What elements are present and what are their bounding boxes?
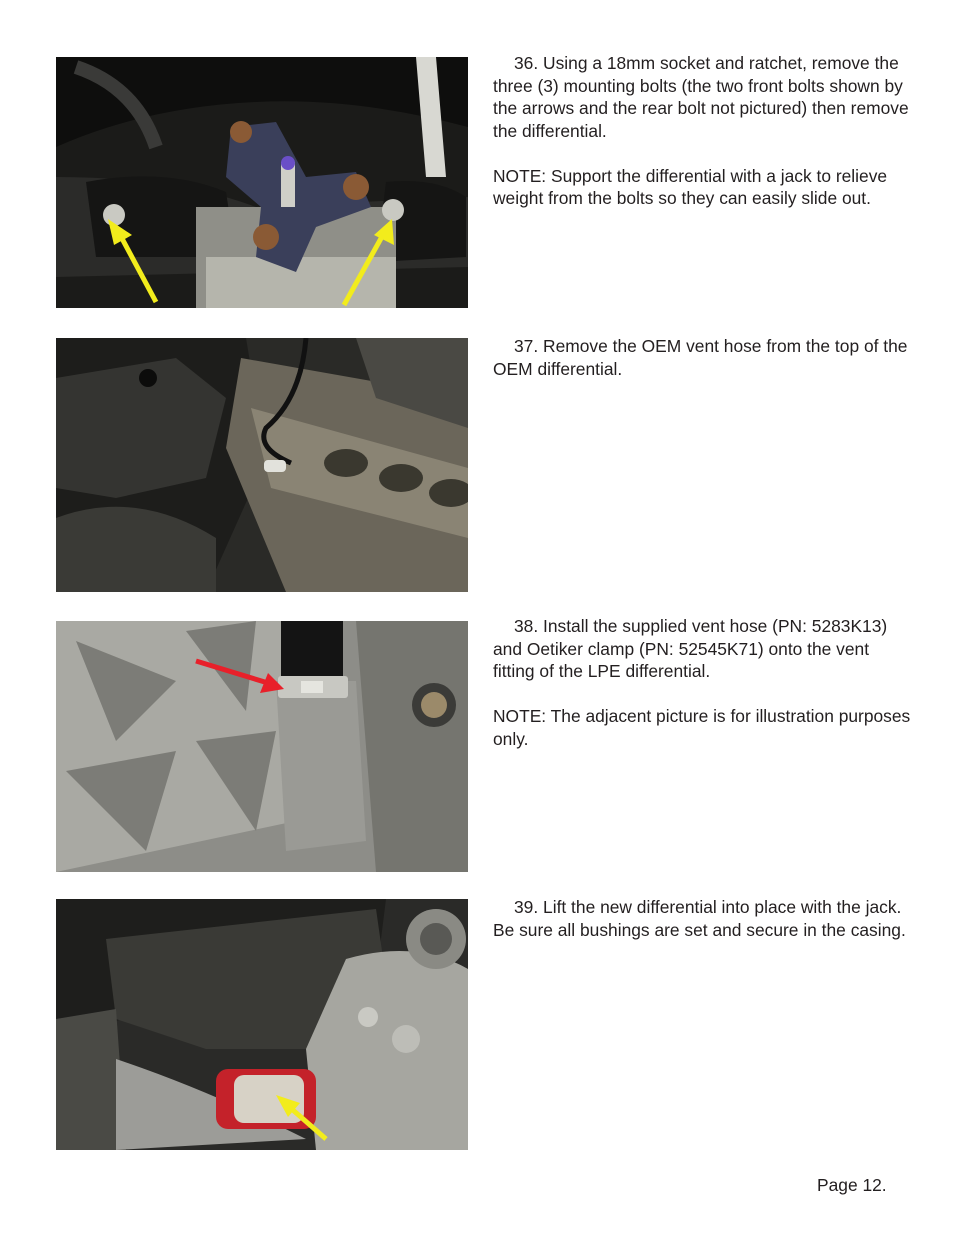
step-38-note: NOTE: The adjacent picture is for illustration purposes only. (493, 706, 911, 749)
step-38-text (493, 615, 913, 683)
step-36-text (493, 52, 913, 142)
photo-oem-vent-hose (56, 338, 468, 592)
step-39-number: 39. (514, 897, 539, 917)
step-38 (493, 615, 913, 773)
step-39-body: Lift the new differential into place with the jack. Be sure all bushings are set and secure in the casing. (493, 897, 906, 940)
step-39 (493, 896, 913, 964)
step-39-text (493, 896, 913, 941)
step-37 (493, 335, 913, 403)
photo-mounting-bolts (56, 57, 468, 308)
step-38-body: Install the supplied vent hose (PN: 5283K13) and Oetiker clamp (PN: 52545K71) onto the vent fitting of the LPE differential. (493, 616, 888, 681)
step-37-text (493, 335, 913, 380)
page-number: Page 12. (817, 1175, 887, 1195)
step-38-number: 38. (514, 616, 539, 636)
step-36-note: NOTE: Support the differential with a jack to relieve weight from the bolts so they can easily slide out. (493, 165, 888, 208)
step-37-body: Remove the OEM vent hose from the top of the OEM differential. (493, 336, 908, 379)
photo-vent-hose-clamp (56, 621, 468, 872)
step-36-body: Using a 18mm socket and ratchet, remove the three (3) mounting bolts (the two front bolts shown by the arrows and the rear bolt not pictured) then remove the differential. (493, 53, 909, 141)
step-37-number: 37. (514, 336, 539, 356)
photo-differential-install (56, 899, 468, 1150)
step-36 (493, 52, 913, 232)
step-36-number: 36. (514, 53, 539, 73)
